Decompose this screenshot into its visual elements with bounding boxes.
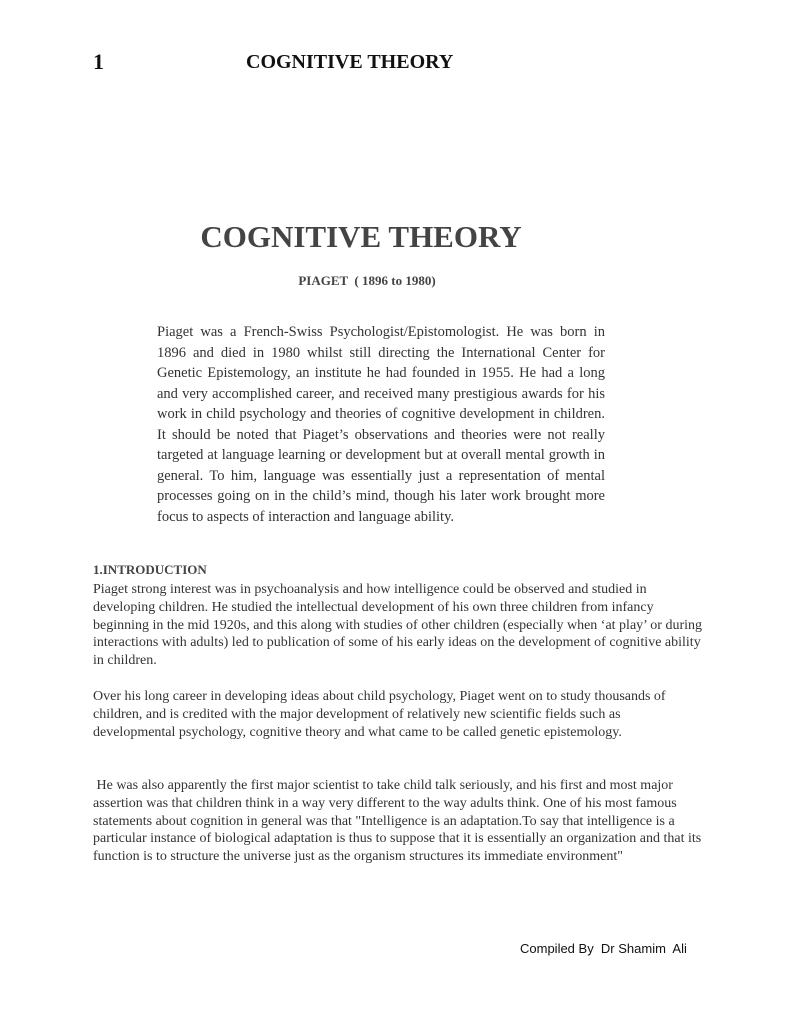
page-number: 1 — [93, 49, 104, 74]
body-paragraph: Piaget strong interest was in psychoanalysis and how intelligence could be observed and studied in developing children. He studied the intellectual development of his own three children from infancy beginning in the mid 1920s, and this along with studies of other children (especially when ‘at play’ or during interactions with adults) led to publication of some of his early ideas on the development of cognitive ability in children. — [93, 582, 702, 669]
body-paragraph: He was also apparently the first major scientist to take child talk seriously, and his first and most major assertion was that children think in a way very different to the way adults think. One of his most famous statements about cognition in general was that "Intelligence is an adaptation.To say that intelligence is a particular instance of biological adaptation is thus to suppose that it is essentially an organization and that its function is to structure the universe just as the organism structures its immediate environment" — [93, 778, 705, 865]
document-subtitle: PIAGET ( 1896 to 1980) — [298, 273, 436, 288]
document-title: COGNITIVE THEORY — [200, 219, 522, 254]
footer-credit: Compiled By Dr Shamim Ali — [520, 941, 687, 956]
body-paragraph: Over his long career in developing ideas about child psychology, Piaget went on to study thousands of children, and is credited with the major development of relatively new scientific fields such as developmental psychology, cognitive theory and what came to be called genetic epistemology. — [93, 689, 666, 740]
section-heading-introduction: 1.INTRODUCTION — [93, 562, 207, 577]
abstract-paragraph: Piaget was a French-Swiss Psychologist/Epistomologist. He was born in 1896 and died in 1980 whilst still directing the International Center for Genetic Epistemology, an institute he had founded in 1955. He had a long and very accomplished career, and received many prestigious awards for his work in child psychology and theories of cognitive development in children. It should be noted that Piaget’s observations and theories were not really targeted at language learning or development but at overall mental growth in general. To him, language was essentially just a representation of mental processes going on in the child’s mind, though his later work brought more focus to aspects of interaction and language ability. — [157, 324, 605, 525]
running-header-title: COGNITIVE THEORY — [246, 51, 454, 73]
